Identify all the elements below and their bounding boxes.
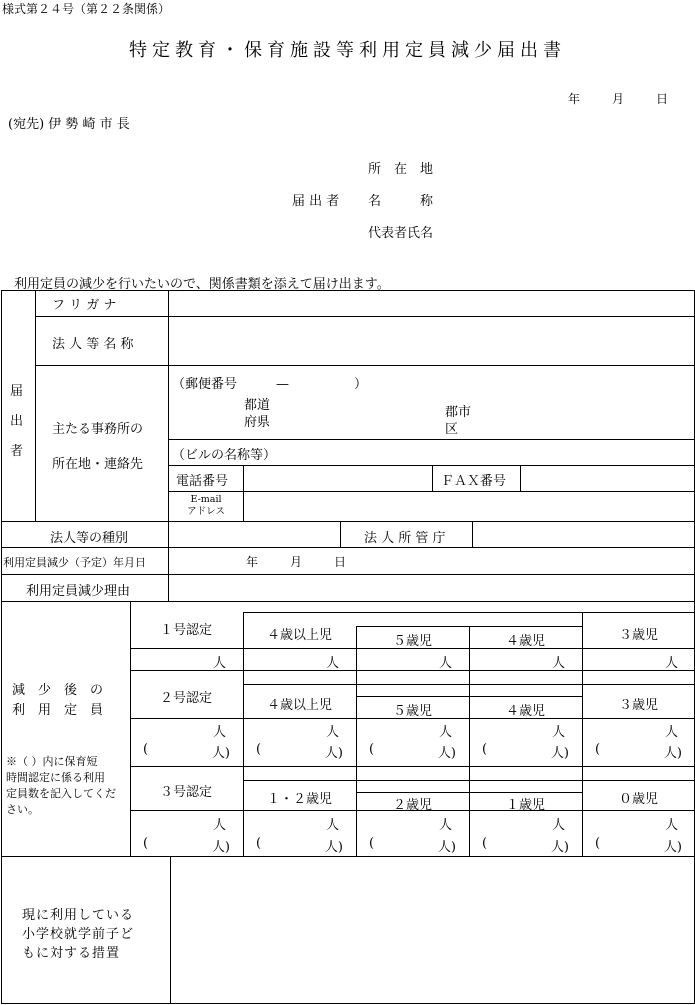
- cert3-paren-close-age12: 人): [324, 840, 343, 855]
- measures-label-2: 小学校就学前子ど: [22, 927, 135, 942]
- city-label-1: 郡市: [445, 405, 472, 420]
- corp-name-label: 法 人 等 名 称: [52, 337, 134, 352]
- form-number: 様式第２４号（第２２条関係）: [2, 2, 171, 16]
- building-label: （ビルの名称等）: [172, 448, 277, 463]
- cert2-paren-close-over4: 人): [324, 746, 343, 761]
- capacity-note-4: さい。: [6, 803, 39, 816]
- reduction-date-month: 月: [290, 555, 303, 569]
- email-field[interactable]: [244, 492, 694, 520]
- notifier-side-label-2: 出: [10, 414, 24, 429]
- furigana-field[interactable]: [169, 291, 694, 315]
- cert2-unit-age3: 人: [664, 725, 678, 740]
- applicant-name-label: 名 称: [368, 194, 434, 209]
- office-label-1: 主たる事務所の: [52, 422, 144, 437]
- cert3-paren-close-age2: 人): [437, 840, 456, 855]
- cert2-paren-open-age3: (: [595, 742, 601, 757]
- cert2-age4: ４歳児: [505, 704, 545, 719]
- measures-label-1: 現に利用している: [22, 908, 135, 923]
- cert1-over4: ４歳以上児: [266, 628, 332, 643]
- cert1-unit-total: 人: [212, 656, 226, 671]
- cert3-paren-close-age0: 人): [663, 840, 682, 855]
- cert1-unit-age5: 人: [438, 656, 452, 671]
- cert2-unit-total: 人: [212, 725, 226, 740]
- corp-name-field[interactable]: [169, 317, 694, 364]
- cert2-paren-close-age3: 人): [663, 746, 682, 761]
- phone-field[interactable]: [244, 466, 431, 490]
- cert1-unit-age4: 人: [551, 656, 565, 671]
- fax-label: ＦＡＸ番号: [441, 474, 507, 489]
- cert3-unit-age12: 人: [325, 818, 339, 833]
- cert1-age3: ３歳児: [618, 628, 658, 643]
- phone-label: 電話番号: [176, 474, 229, 489]
- cert3-label: ３号認定: [160, 785, 213, 800]
- cert3-paren-open-age12: (: [256, 836, 262, 851]
- notifier-side-label-3: 者: [10, 444, 24, 459]
- cert3-unit-age2: 人: [438, 818, 452, 833]
- applicant-group-label: 届 出 者: [292, 194, 340, 209]
- cert3-age1: １歳児: [505, 798, 545, 813]
- corp-office-label: 法 人 所 管 庁: [364, 531, 446, 546]
- cert2-unit-age5: 人: [438, 725, 452, 740]
- fax-field[interactable]: [521, 466, 694, 490]
- corp-type-label: 法人等の種別: [50, 531, 129, 546]
- date-month: 月: [612, 92, 625, 106]
- cert2-unit-over4: 人: [325, 725, 339, 740]
- corp-type-field[interactable]: [169, 522, 339, 546]
- cert2-paren-close-age5: 人): [437, 746, 456, 761]
- reduction-reason-label: 利用定員減少理由: [26, 584, 131, 599]
- measures-field[interactable]: [171, 857, 694, 1003]
- cert1-unit-over4: 人: [325, 656, 339, 671]
- cert2-label: ２号認定: [160, 691, 213, 706]
- cert3-paren-close-age1: 人): [550, 840, 569, 855]
- city-label-2: 区: [445, 422, 459, 437]
- cert3-paren-open-age2: (: [369, 836, 375, 851]
- cert3-age0: ０歳児: [618, 792, 658, 807]
- cert2-age5: ５歳児: [392, 704, 432, 719]
- capacity-side-label-2: 利 用 定 員: [12, 703, 104, 718]
- email-label-2: アドレス: [187, 506, 225, 517]
- furigana-label: フ リ ガ ナ: [52, 298, 117, 313]
- cert3-age2: ２歳児: [392, 798, 432, 813]
- notifier-side-label-1: 届: [10, 384, 24, 399]
- addressee: (宛先) 伊 勢 崎 市 長: [8, 117, 130, 132]
- cert3-unit-total: 人: [212, 818, 226, 833]
- reduction-reason-field[interactable]: [169, 575, 694, 600]
- cert2-paren-close-total: 人): [211, 746, 230, 761]
- cert2-paren-open-age4: (: [482, 742, 488, 757]
- cert3-unit-age1: 人: [551, 818, 565, 833]
- cert2-paren-close-age4: 人): [550, 746, 569, 761]
- prefecture-label-2: 府県: [244, 415, 271, 430]
- cert2-over4: ４歳以上児: [266, 698, 332, 713]
- capacity-note-1: ※（ ）内に保育短: [6, 755, 98, 768]
- applicant-rep-label: 代表者氏名: [368, 226, 434, 241]
- page-title: 特定教育・保育施設等利用定員減少届出書: [129, 40, 566, 61]
- office-label-2: 所在地・連絡先: [52, 457, 144, 472]
- cert2-paren-open-total: (: [143, 742, 149, 757]
- intro-text: 利用定員の減少を行いたいので、関係書類を添えて届け出ます。: [14, 277, 390, 292]
- postal-code-label: （郵便番号 — ）: [172, 377, 368, 392]
- cert3-paren-open-total: (: [143, 836, 149, 851]
- cert2-paren-open-age5: (: [369, 742, 375, 757]
- email-label-1: E-mail: [190, 494, 222, 505]
- cert3-paren-open-age0: (: [595, 836, 601, 851]
- capacity-note-2: 時間認定に係る利用: [6, 771, 105, 784]
- applicant-address-label: 所 在 地: [368, 162, 434, 177]
- reduction-date-label: 利用定員減少（予定）年月日: [3, 556, 146, 569]
- cert1-age5: ５歳児: [392, 634, 432, 649]
- reduction-date-year: 年: [246, 555, 259, 569]
- cert1-age4: ４歳児: [505, 634, 545, 649]
- cert2-age3: ３歳児: [618, 698, 658, 713]
- cert3-unit-age0: 人: [664, 818, 678, 833]
- cert3-paren-close-total: 人): [211, 840, 230, 855]
- cert2-paren-open-over4: (: [256, 742, 262, 757]
- cert1-unit-age3: 人: [664, 656, 678, 671]
- cert3-age12: １・２歳児: [266, 792, 332, 807]
- corp-office-field[interactable]: [473, 522, 694, 546]
- cert3-paren-open-age1: (: [482, 836, 488, 851]
- capacity-note-3: 定員数を記入してくだ: [6, 787, 116, 800]
- measures-label-3: もに対する措置: [22, 946, 121, 961]
- capacity-side-label-1: 減 少 後 の: [12, 683, 104, 698]
- prefecture-label-1: 都道: [244, 398, 271, 413]
- date-year: 年: [568, 92, 581, 106]
- cert2-unit-age4: 人: [551, 725, 565, 740]
- reduction-date-day: 日: [334, 555, 347, 569]
- date-day: 日: [656, 92, 669, 106]
- cert1-label: １号認定: [160, 623, 213, 638]
